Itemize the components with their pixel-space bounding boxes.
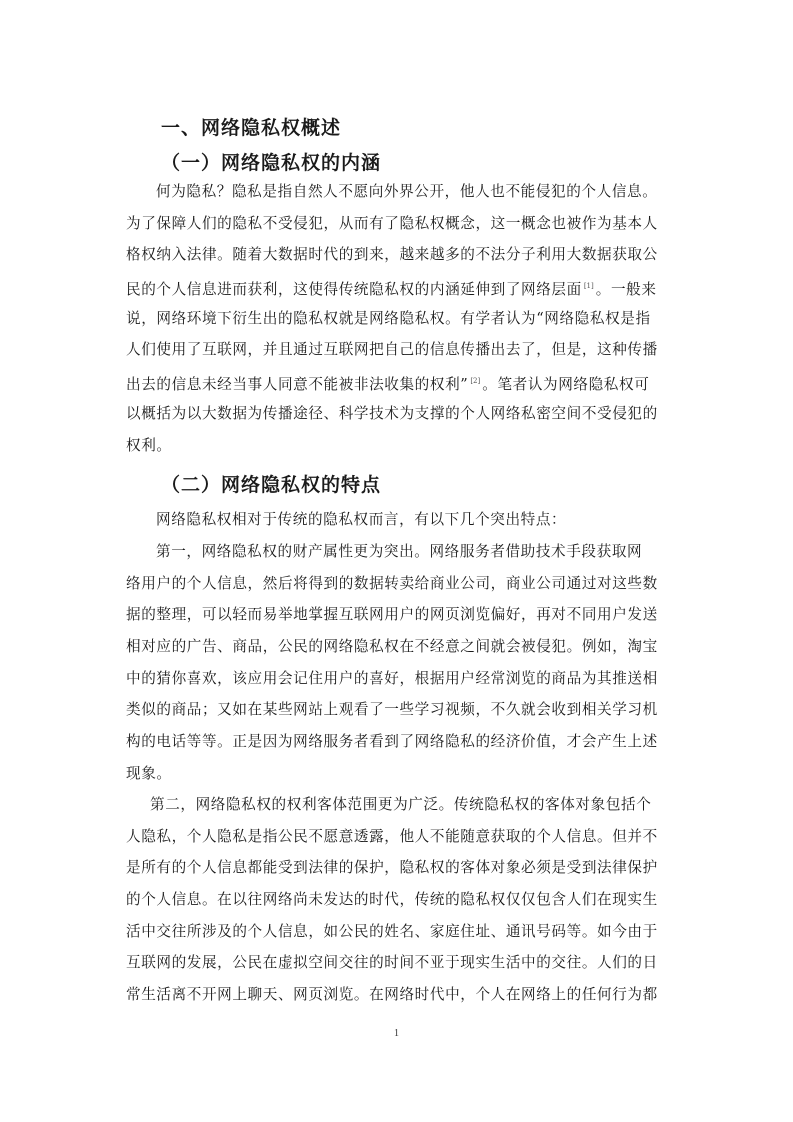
text-line: 的个人信息。在以往网络尚未发达的时代，传统的隐私权仅仅包含人们在现实生 (126, 891, 658, 909)
text-line: 相对应的广告、商品，公民的网络隐私权在不经意之间就会被侵犯。例如，淘宝 (126, 638, 658, 656)
text-line: 以概括为以大数据为传播途径、科学技术为支撑的个人网络私密空间不受侵犯的 (126, 404, 658, 422)
text-line: 是所有的个人信息都能受到法律的保护，隐私权的客体对象必须是受到法律保护 (126, 859, 658, 877)
section-heading: 一、网络隐私权概述 (161, 117, 342, 139)
text-line: 络用户的个人信息，然后将得到的数据转卖给商业公司，商业公司通过对这些数 (126, 574, 658, 592)
paragraph-connotation (126, 176, 686, 461)
citation-ref-1[interactable]: [1] (583, 282, 594, 291)
text-segment: 民的个人信息进而获利，这使得传统隐私权的内涵延伸到了网络层面 (126, 281, 582, 299)
text-segment: 。一般来 (595, 281, 657, 299)
text-line: 权利。 (126, 436, 172, 454)
page-number: 1 (394, 1028, 399, 1039)
paragraph-feature-two (126, 789, 686, 1011)
citation-ref-2[interactable]: [2] (470, 377, 481, 386)
text-line: 据的整理，可以轻而易举地掌握互联网用户的网页浏览偏好，再对不同用户发送 (126, 606, 658, 624)
text-line: 中的猜你喜欢，该应用会记住用户的喜好，根据用户经常浏览的商品为其推送相 (126, 669, 658, 687)
text-line: 现象。 (126, 764, 172, 782)
text-line: 常生活离不开网上聊天、网页浏览。在网络时代中，个人在网络上的任何行为都 (126, 986, 658, 1004)
text-line: 网络隐私权相对于传统的隐私权而言，有以下几个突出特点： (156, 511, 567, 528)
text-line: 人隐私，个人隐私是指公民不愿意透露，他人不能随意获取的个人信息。但并不 (126, 827, 658, 845)
text-line: 何为隐私？隐私是指自然人不愿向外界公开，他人也不能侵犯的个人信息。 (156, 183, 658, 200)
text-line: 活中交往所涉及的个人信息，如公民的姓名、家庭住址、通讯号码等。如今由于 (126, 922, 658, 940)
text-line: 人们使用了互联网，并且通过互联网把自己的信息传播出去了，但是，这种传播 (126, 341, 658, 359)
subsection-heading-features: （二）网络隐私权的特点 (161, 474, 382, 496)
text-line: 构的电话等等。正是因为网络服务者看到了网络隐私的经济价值，才会产生上述 (126, 733, 658, 751)
text-line: 说，网络环境下衍生出的隐私权就是网络隐私权。有学者认为“网络隐私权是指 (126, 309, 651, 327)
text-line: 互联网的发展，公民在虚拟空间交往的时间不亚于现实生活中的交往。人们的日 (126, 954, 658, 972)
text-line (126, 271, 686, 303)
text-segment: 出去的信息未经当事人同意不能被非法收集的权利” (126, 376, 469, 394)
text-line (126, 366, 686, 398)
text-line: 类似的商品；又如在某些网站上观看了一些学习视频，不久就会收到相关学习机 (126, 701, 658, 719)
paragraph-feature-one (126, 536, 686, 790)
text-line: 为了保障人们的隐私不受侵犯，从而有了隐私权概念，这一概念也被作为基本人 (126, 214, 658, 232)
text-line: 第二，网络隐私权的权利客体范围更为广泛。传统隐私权的客体对象包括个 (150, 796, 652, 813)
text-line: 第一，网络隐私权的财产属性更为突出。网络服务者借助技术手段获取网 (156, 543, 643, 560)
subsection-heading-connotation: （一）网络隐私权的内涵 (161, 152, 382, 174)
text-segment: 。笔者认为网络隐私权可 (482, 376, 650, 394)
paragraph-features-intro (126, 504, 686, 536)
text-line: 格权纳入法律。随着大数据时代的到来，越来越多的不法分子利用大数据获取公 (126, 246, 658, 264)
